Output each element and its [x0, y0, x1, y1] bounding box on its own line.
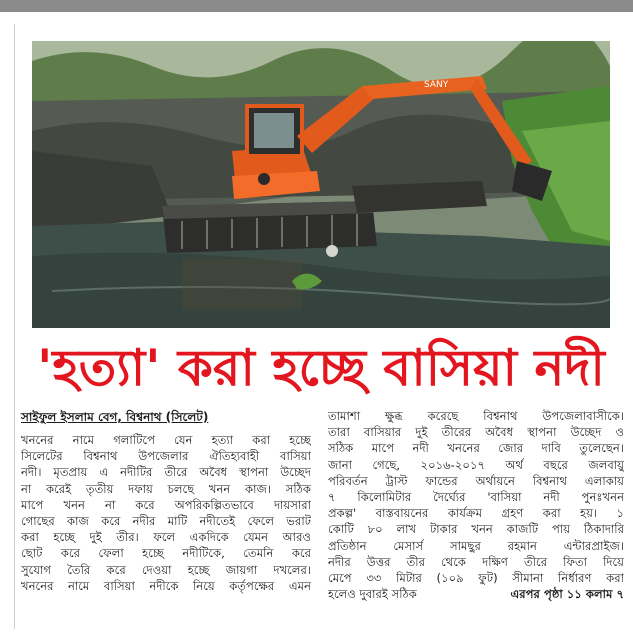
left-column-body [21, 432, 311, 594]
article-byline: সাইফুল ইসলাম বেগ, বিশ্বনাথ (সিলেট) [21, 410, 209, 424]
body-text-line: প্রকল্প' বাস্তবায়নের কার্যক্রম গ্রহণ করা হয়। ১ [328, 506, 624, 521]
newspaper-clipping [14, 24, 627, 629]
body-text-line: নদীর উত্তর তীর থেকে দক্ষিণ তীরে ফিতা দিয়ে [328, 554, 624, 569]
body-text-line: পরিবর্তন ট্রাস্ট ফান্ডের অর্থায়নে বিশ্বনাথ এলাকায় [328, 473, 624, 488]
body-text-line: প্রতিষ্ঠান মেসার্স সামছুর রহমান এন্টারপ্রাইজ। [328, 538, 624, 553]
body-text-line: ৭ কিলোমিটার দৈর্ঘ্যের 'বাসিয়া নদী পুনঃখনন [328, 490, 624, 505]
body-text-line: ছোট করে ফেলা হচ্ছে নদীটিকে, তেমনি করে [21, 546, 311, 561]
body-text-line: সঠিক মাপে নদী খননের জোর দাবি তুলেছেন। [328, 441, 624, 456]
continued-note: এরপর পৃষ্ঠা ১১ কলাম ৭ [510, 587, 624, 602]
body-text-line: মেপে ৩৩ মিটার (১০৯ ফুট) সীমানা নির্ধারণ করা [328, 571, 624, 586]
body-text-line: খননের নামে গলাটিপে যেন হত্যা করা হচ্ছে [21, 433, 311, 447]
body-text-line: গোছের কাজ করে নদীর মাটি নদীতেই ফেলে ভরাট [21, 514, 311, 529]
right-last-line: হলেও দুবারই সঠিক [328, 587, 417, 602]
body-text-line: না করেই তৃতীয় দফায় চলছে খনন কাজ। সঠিক [21, 481, 311, 496]
article-headline: 'হত্যা' করা হচ্ছে বাসিয়া নদী [37, 339, 605, 397]
body-text-line: নদী। মৃতপ্রায় এ নদীটির তীরে অবৈধ স্থাপনা উচ্ছেদ [21, 465, 311, 480]
continued-line [328, 586, 624, 602]
right-column-body [328, 408, 624, 586]
body-text-line: মাপে খনন না করে অপরিকল্পিতভাবে দায়সারা [21, 497, 311, 512]
body-text-line: তামাশা ক্ষুব্ধ করেছে বিশ্বনাথ উপজেলাবাসীকে। [328, 409, 624, 423]
article-right-column [328, 408, 624, 602]
excavator-photo-illustration [32, 41, 610, 328]
body-text-line: কোটি ৮০ লাখ টাকার খনন কাজটি পায় ঠিকাদারি [328, 522, 624, 537]
body-text-line: সিলেটের বিশ্বনাথ উপজেলার ঐতিহ্যবাহী বাসিয়া [21, 449, 311, 464]
body-text-line: করা হচ্ছে দুই তীর। ফলে একদিকে যেমন আরও [21, 530, 311, 545]
top-frame-bar [0, 0, 633, 12]
body-text-line: খননের নামে বাসিয়া নদীকে নিয়ে কর্তৃপক্ষের এমন [21, 578, 311, 593]
article-photo [32, 41, 610, 328]
body-text-line: তারা বাসিয়ার দুই তীরের অবৈধ স্থাপনা উচ্ছেদ ও [328, 425, 624, 440]
article-left-column [21, 408, 311, 594]
body-text-line: জানা গেছে, ২০১৬-২০১৭ অর্থ বছরে জলবায়ু [328, 457, 624, 472]
body-text-line: সুযোগ তৈরি করে দেওয়া হচ্ছে জায়গা দখলের। [21, 562, 311, 577]
machine-label: SANY [424, 80, 449, 90]
